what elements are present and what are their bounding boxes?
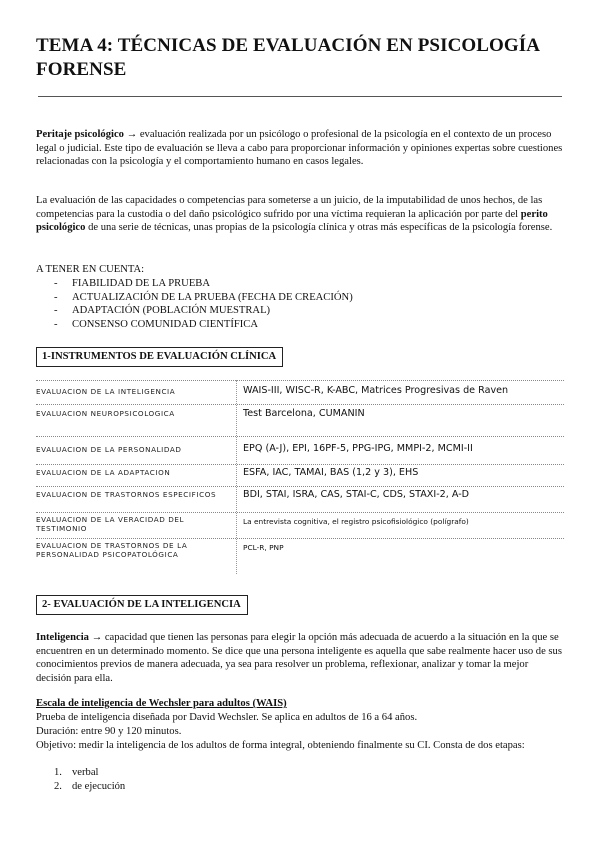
peritaje-paragraph <box>36 128 564 169</box>
section2-heading: 2- EVALUACIÓN DE LA INTELIGENCIA <box>36 595 248 615</box>
table-cell-category: EVALUACION NEUROPSICOLOGICA <box>36 409 175 418</box>
table-row <box>36 486 564 513</box>
list-item-text: de ejecución <box>72 780 126 792</box>
inteligencia-paragraph <box>36 631 564 685</box>
section1-heading: 1-INSTRUMENTOS DE EVALUACIÓN CLÍNICA <box>36 347 283 367</box>
arrow: → <box>88 632 105 643</box>
wais-line: Prueba de inteligencia diseñada por David Wechsler. Se aplica en adultos de 16 a 64 años. <box>36 712 418 723</box>
list-item-text: verbal <box>72 767 99 778</box>
etapas-list <box>36 766 564 793</box>
list-item <box>36 277 564 291</box>
table-cell-category: EVALUACION DE TRASTORNOS ESPECIFICOS <box>36 490 217 499</box>
table-cell-instruments: ESFA, IAC, TAMAI, BAS (1,2 y 3), EHS <box>243 467 419 478</box>
tener-en-cuenta-heading: A TENER EN CUENTA: <box>36 264 145 275</box>
list-item <box>36 304 564 318</box>
table-row <box>36 512 564 539</box>
table-cell-category: EVALUACION DE LA PERSONALIDAD <box>36 445 182 454</box>
table-row <box>36 538 564 575</box>
perito-term: perito psicológico <box>36 208 548 234</box>
list-item <box>36 766 564 780</box>
table-cell-instruments: BDI, STAI, ISRA, CAS, STAI-C, CDS, STAXI-2, A-D <box>243 489 470 500</box>
table-cell-category: EVALUACION DE LA ADAPTACION <box>36 468 171 477</box>
competencias-text-b: de una serie de técnicas, unas propias de la psicología clínica y otras más específicas de la psicología forense. <box>85 222 553 234</box>
arrow: → <box>123 129 140 140</box>
table-row <box>36 380 564 405</box>
wais-line: Objetivo: medir la inteligencia de los adultos de forma integral, obteniendo finalmente su CI. Consta de dos etapas: <box>36 740 525 751</box>
title-divider <box>38 96 562 97</box>
list-item-text: ADAPTACIÓN (POBLACIÓN MUESTRAL) <box>72 305 271 317</box>
table-cell-instruments: WAIS-III, WISC-R, K-ABC, Matrices Progresivas de Raven <box>243 385 509 396</box>
table-row <box>36 436 564 463</box>
wais-line: Duración: entre 90 y 120 minutos. <box>36 726 182 737</box>
peritaje-definition: evaluación realizada por un psicólogo o profesional de la psicología en el contexto de un proceso legal o judicial. Este tipo de evaluación se lleva a cabo para proporcionar información y opiniones expertas sobre cuestiones relacionadas con la psicología y el comportamiento humano en casos legales. <box>36 129 563 168</box>
table-cell-category: EVALUACION DE TRASTORNOS DE LA PERSONALIDAD PSICOPATOLÓGICA <box>36 541 188 559</box>
list-item-text: FIABILIDAD DE LA PRUEBA <box>72 278 211 289</box>
table-cell-instruments: La entrevista cognitiva, el registro psicofisiológico (polígrafo) <box>243 517 469 526</box>
bullet-marker: - <box>54 318 58 330</box>
list-number: 1. <box>54 767 62 778</box>
list-item-text: ACTUALIZACIÓN DE LA PRUEBA (FECHA DE CREACIÓN) <box>72 291 353 303</box>
list-item <box>36 291 564 305</box>
table-cell-category: EVALUACION DE LA INTELIGENCIA <box>36 387 176 396</box>
table-row <box>36 404 564 437</box>
wais-title: Escala de inteligencia de Wechsler para adultos (WAIS) <box>36 698 287 709</box>
bullet-marker: - <box>54 291 58 303</box>
page-title: TEMA 4: TÉCNICAS DE EVALUACIÓN EN PSICOLOGÍA FORENSE <box>36 35 540 80</box>
table-row <box>36 464 564 487</box>
table-cell-instruments: EPQ (A-J), EPI, 16PF-5, PPG-IPG, MMPI-2, MCMI-II <box>243 443 473 454</box>
peritaje-term: Peritaje psicológico <box>36 129 124 140</box>
list-number: 2. <box>54 780 62 792</box>
inteligencia-term: Inteligencia <box>36 632 89 643</box>
list-item <box>36 780 564 794</box>
table-cell-instruments: Test Barcelona, CUMANIN <box>243 408 365 419</box>
table-cell-instruments: PCL-R, PNP <box>243 543 284 552</box>
list-item <box>36 318 564 332</box>
tener-en-cuenta-list <box>36 277 564 331</box>
list-item-text: CONSENSO COMUNIDAD CIENTÍFICA <box>72 318 258 330</box>
bullet-marker: - <box>54 305 58 317</box>
inteligencia-definition: capacidad que tienen las personas para elegir la opción más adecuada de acuerdo a la situación en la que se encuentren en un determinado momento. Se dice que una persona inteligente es aquella que sabe realmente hacer uso de sus conocimientos previos de manera adecuada, ya sea para resolver un problema, reflexionar, analizar y tomar la mejor decisión para ella. <box>36 632 562 684</box>
competencias-paragraph <box>36 194 564 235</box>
competencias-text-a: La evaluación de las capacidades o competencias para someterse a un juicio, de la imputabilidad de unos hechos, de las competencias para la custodia o del daño psicológico sufrido por una víctima requieran la aplicación por parte del <box>36 195 543 220</box>
bullet-marker: - <box>54 278 58 289</box>
table-cell-category: EVALUACION DE LA VERACIDAD DEL TESTIMONIO <box>36 515 185 533</box>
